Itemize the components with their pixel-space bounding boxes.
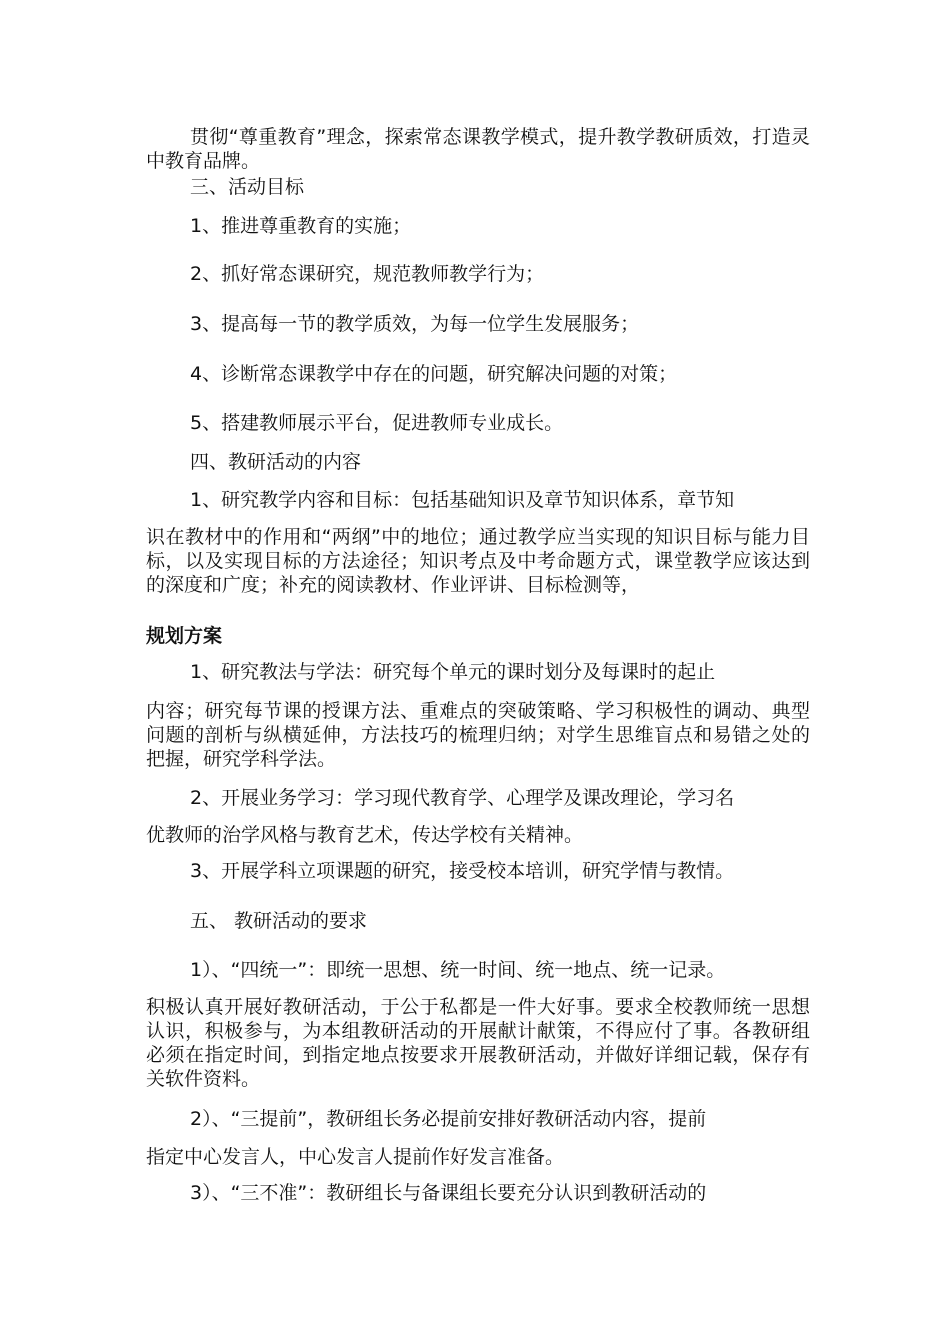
goal-item-4: 4、诊断常态课教学中存在的问题，研究解决问题的对策； xyxy=(190,363,678,385)
requirement-2-line-1: 2）、“三提前”，教研组长务必提前安排好教研活动内容，提前 xyxy=(190,1108,707,1130)
content-item-1-body: 识在教材中的作用和“两纲”中的地位；通过教学应当实现的知识目标与能力目标，以及实现目标的方法途径；知识考点及中考命题方式，课堂教学应该达到的深度和广度；补充的阅读教材、作业评讲、目标检测等， xyxy=(146,526,810,596)
goal-item-2: 2、抓好常态课研究，规范教师教学行为； xyxy=(190,263,545,285)
goal-item-3: 3、提高每一节的教学质效，为每一位学生发展服务； xyxy=(190,313,640,335)
heading-section-4: 四、教研活动的内容 xyxy=(190,451,362,473)
heading-section-3: 三、活动目标 xyxy=(190,176,305,198)
content-item-method-body: 内容；研究每节课的授课方法、重难点的突破策略、学习积极性的调动、典型问题的剖析与纵横延伸，方法技巧的梳理归纳；对学生思维盲点和易错之处的把握，研究学科学法。 xyxy=(146,700,810,770)
goal-item-5: 5、搭建教师展示平台，促进教师专业成长。 xyxy=(190,412,564,434)
section-label-plan: 规划方案 xyxy=(146,625,223,647)
content-item-method-line-1: 1、研究教法与学法：研究每个单元的课时划分及每课时的起止 xyxy=(190,661,716,683)
content-item-1-line-1: 1、研究教学内容和目标：包括基础知识及章节知识体系，章节知 xyxy=(190,489,735,511)
requirement-1-line-1: 1）、“四统一”：即统一思想、统一时间、统一地点、统一记录。 xyxy=(190,959,726,981)
heading-section-5: 五、 教研活动的要求 xyxy=(190,910,368,932)
requirement-1-body: 积极认真开展好教研活动，于公于私都是一件大好事。要求全校教师统一思想认识，积极参与，为本组教研活动的开展献计献策，不得应付了事。各教研组必须在指定时间，到指定地点按要求开展教研活动，并做好详细记载，保存有关软件资料。 xyxy=(146,996,810,1090)
requirement-3-line-1: 3）、“三不准”：教研组长与备课组长要充分认识到教研活动的 xyxy=(190,1182,707,1204)
content-item-study-body: 优教师的治学风格与教育艺术，传达学校有关精神。 xyxy=(146,824,584,846)
goal-item-1: 1、推进尊重教育的实施； xyxy=(190,215,412,237)
content-item-study-line-1: 2、开展业务学习：学习现代教育学、心理学及课改理论，学习名 xyxy=(190,787,735,809)
content-item-research: 3、开展学科立项课题的研究，接受校本培训，研究学情与教情。 xyxy=(190,860,735,882)
requirement-2-body: 指定中心发言人，中心发言人提前作好发言准备。 xyxy=(146,1146,565,1168)
paragraph-intro: 贯彻“尊重教育”理念，探索常态课教学模式，提升教学教研质效，打造灵中教育品牌。 xyxy=(146,126,810,172)
